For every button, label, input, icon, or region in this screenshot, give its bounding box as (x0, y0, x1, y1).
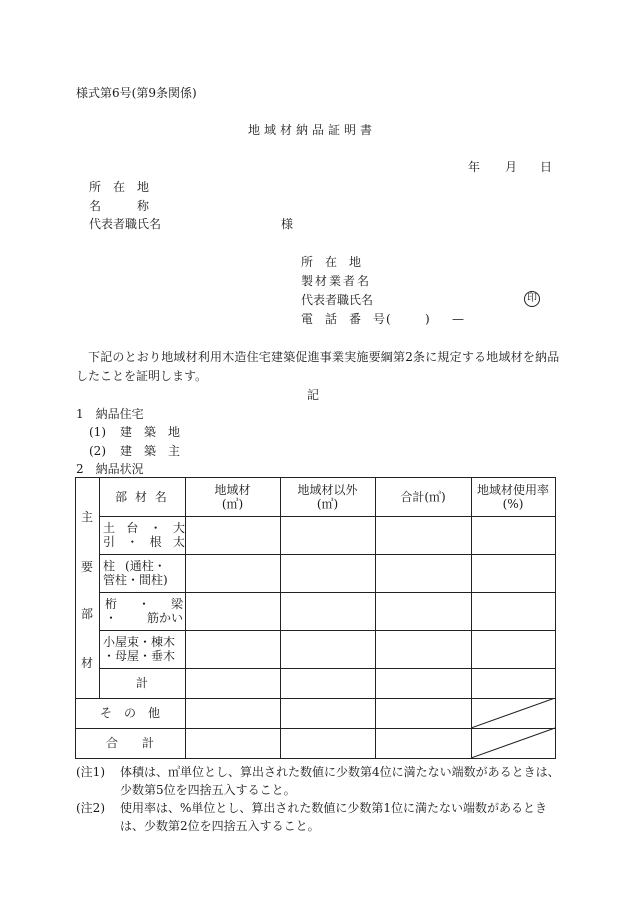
part-char: 太 (172, 535, 185, 549)
phone-close-paren: ) (425, 312, 430, 326)
other-label: そ の 他 (99, 706, 160, 720)
main-label-char: 材 (80, 656, 93, 670)
issuer-lumber-maker-label: 製材業者名 (301, 274, 372, 288)
date-year: 年 (468, 160, 481, 174)
part-row-line (103, 573, 185, 587)
part-row-pillar (103, 554, 185, 592)
document-title: 地域材納品証明書 (248, 123, 377, 137)
header-local-wood-label: 地域材 (214, 482, 251, 497)
main-label-char: 要 (80, 560, 93, 574)
part-char: ・ (149, 521, 162, 535)
grand-total-label: 合 計 (105, 736, 154, 750)
table-rule (280, 477, 281, 759)
issuer-representative-label: 代表者職氏名 (301, 293, 374, 307)
body-line-2: したことを証明します。 (76, 369, 208, 383)
honorific: 様 (281, 217, 294, 231)
part-row-line (103, 649, 185, 663)
part-row-beam (103, 592, 185, 630)
section-1-item-2-num: (2) (89, 444, 106, 458)
issuer-address-label: 所 在 地 (301, 255, 362, 269)
header-part-name: 部 材 名 (115, 489, 169, 504)
part-char: 小屋束・棟木 (103, 635, 176, 649)
header-usage-rate-label: 地域材使用率 (476, 482, 549, 497)
main-label-char: 主 (80, 510, 93, 524)
date-month: 月 (505, 160, 518, 174)
part-char: ・ (137, 597, 150, 611)
part-row-line (103, 635, 185, 649)
date-day: 日 (540, 160, 553, 174)
section-1-item-2-label: 建 築 主 (120, 444, 181, 458)
part-char: 筋かい (146, 611, 183, 625)
phone-dash: — (452, 312, 464, 326)
phone-open-paren: ( (386, 312, 391, 326)
form-number: 様式第6号(第9条関係) (76, 86, 197, 100)
section-2-heading: 2 納品状況 (76, 462, 144, 476)
seal-icon: 印 (524, 291, 540, 307)
part-char: 桁 (105, 597, 118, 611)
header-non-local-label: 地域材以外 (297, 482, 358, 497)
part-row-line (103, 521, 185, 535)
part-char: 根 (149, 535, 162, 549)
header-local-wood (185, 477, 280, 516)
part-char: 台 (126, 521, 139, 535)
part-row-line (103, 535, 185, 549)
part-char: (通柱・ (125, 559, 166, 573)
part-char: ・ (126, 535, 139, 549)
body-line-1: 下記のとおり地域材利用木造住宅建築促進事業実施要綱第2条に規定する地域材を納品 (88, 350, 560, 364)
table-rule (185, 477, 186, 759)
header-usage-rate-unit: (%) (502, 496, 524, 511)
section-1-item-1-label: 建 築 地 (120, 425, 181, 439)
note-1-label: (注1) (76, 765, 105, 779)
part-char: 柱 (103, 559, 116, 573)
part-char: 大 (172, 521, 185, 535)
issuer-phone-label: 電 話 番 号 (301, 312, 386, 326)
ki-label: 記 (307, 388, 320, 402)
header-local-wood-unit: (㎥) (221, 496, 244, 511)
recipient-name-label: 名 称 (89, 199, 150, 213)
part-char: 土 (103, 521, 116, 535)
recipient-representative-label: 代表者職氏名 (89, 217, 162, 231)
part-row-line (105, 611, 183, 625)
delivery-status-table (75, 477, 556, 759)
main-label-char: 部 (80, 607, 93, 621)
part-char: ・ (105, 611, 118, 625)
part-char: 引 (103, 535, 116, 549)
note-2-label: (注2) (76, 801, 105, 815)
note-2-line-2: は、少数第2位を四捨五入すること。 (120, 819, 320, 833)
part-row-sill (103, 516, 185, 554)
part-char: ・母屋・垂木 (103, 649, 176, 663)
recipient-address-label: 所 在 地 (89, 180, 150, 194)
part-row-roof (103, 630, 185, 668)
section-1-heading: 1 納品住宅 (76, 407, 144, 421)
header-total: 合計(㎥) (400, 489, 446, 504)
note-2-line-1: 使用率は、%単位とし、算出された数値に少数第1位に満たない端数があるとき (120, 801, 548, 815)
other-rate-diagonal (471, 698, 555, 728)
part-char: 管柱・間柱) (103, 573, 168, 587)
header-usage-rate (471, 477, 555, 516)
part-row-line (103, 559, 185, 573)
section-1-item-1-num: (1) (89, 425, 106, 439)
header-non-local (280, 477, 375, 516)
total-rate-diagonal (471, 728, 555, 758)
note-1-line-2: 少数第5位を四捨五入すること。 (120, 783, 296, 797)
diagonal-strikes (471, 698, 556, 759)
note-1-line-1: 体積は、㎥単位とし、算出された数値に少数第4位に満たない端数があるときは、 (120, 765, 560, 779)
part-char: 梁 (170, 597, 183, 611)
header-non-local-unit: (㎥) (316, 496, 339, 511)
part-row-line (105, 597, 183, 611)
subtotal-label: 計 (135, 676, 148, 690)
table-rule (375, 477, 376, 759)
